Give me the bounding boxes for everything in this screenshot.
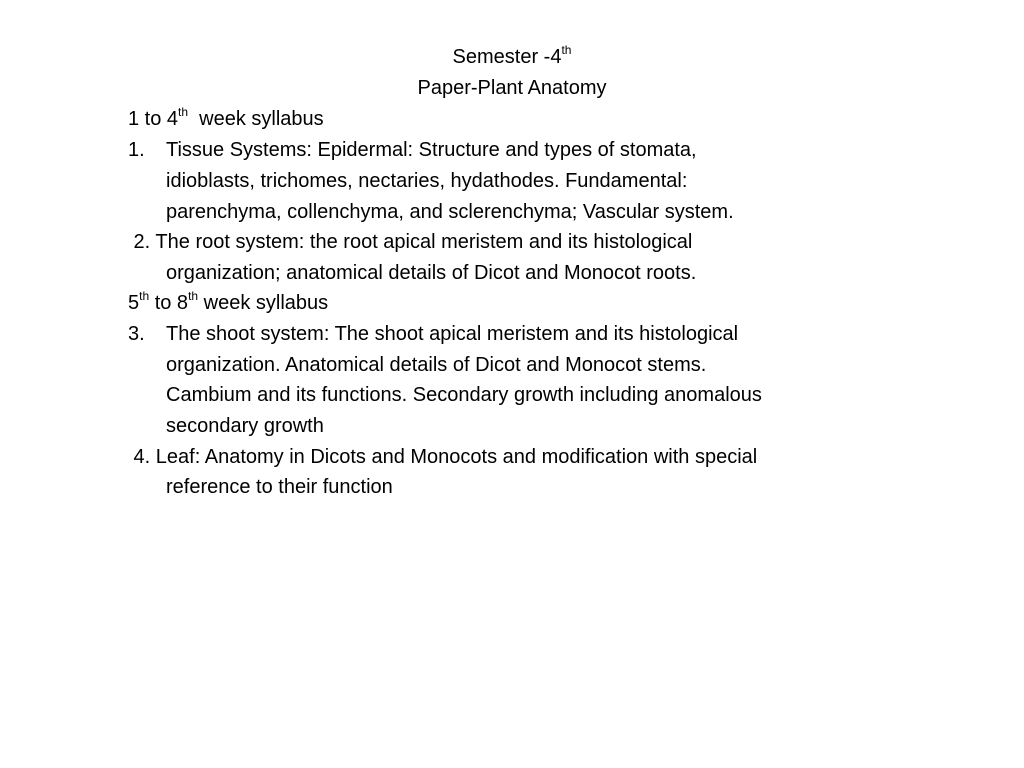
week-5-8-mid: to 8: [149, 292, 189, 314]
item-3-line-4: secondary growth: [166, 415, 324, 437]
item-1-line-1: Tissue Systems: Epidermal: Structure and types of stomata,: [166, 139, 697, 161]
week-1-4-heading: [128, 104, 324, 135]
week-5-8-heading: [128, 288, 328, 319]
week-5-8-p1: 5: [128, 292, 140, 314]
week-5-8-sup1: th: [139, 289, 150, 304]
semester-superscript: th: [561, 43, 572, 58]
item-3-line-3: Cambium and its functions. Secondary growth including anomalous: [166, 384, 762, 406]
paper-title: Paper-Plant Anatomy: [417, 77, 607, 99]
week-1-4-suffix: week syllabus: [188, 108, 324, 130]
week-1-4-sup: th: [178, 105, 189, 120]
week-1-4-prefix: 1 to 4: [128, 108, 179, 130]
week-5-8-suffix: week syllabus: [198, 292, 329, 314]
item-3-line-1: The shoot system: The shoot apical meristem and its histological: [166, 323, 739, 345]
week-5-8-sup2: th: [188, 289, 199, 304]
item-4-line-2: reference to their function: [166, 476, 393, 498]
item-4-line-1: 4. Leaf: Anatomy in Dicots and Monocots and modification with special: [128, 446, 758, 468]
item-3-line-2: organization. Anatomical details of Dicot and Monocot stems.: [166, 354, 707, 376]
semester-title: [0, 42, 1024, 73]
item-2-line-1: 2. The root system: the root apical meristem and its histological: [128, 231, 693, 253]
item-2-line-2: organization; anatomical details of Dicot and Monocot roots.: [166, 262, 697, 284]
item-1-number: 1.: [128, 139, 145, 161]
item-1-line-2: idioblasts, trichomes, nectaries, hydathodes. Fundamental:: [166, 170, 688, 192]
semester-text: Semester -4: [452, 46, 562, 68]
item-1-line-3: parenchyma, collenchyma, and sclerenchyma; Vascular system.: [166, 201, 734, 223]
item-3-number: 3.: [128, 323, 145, 345]
